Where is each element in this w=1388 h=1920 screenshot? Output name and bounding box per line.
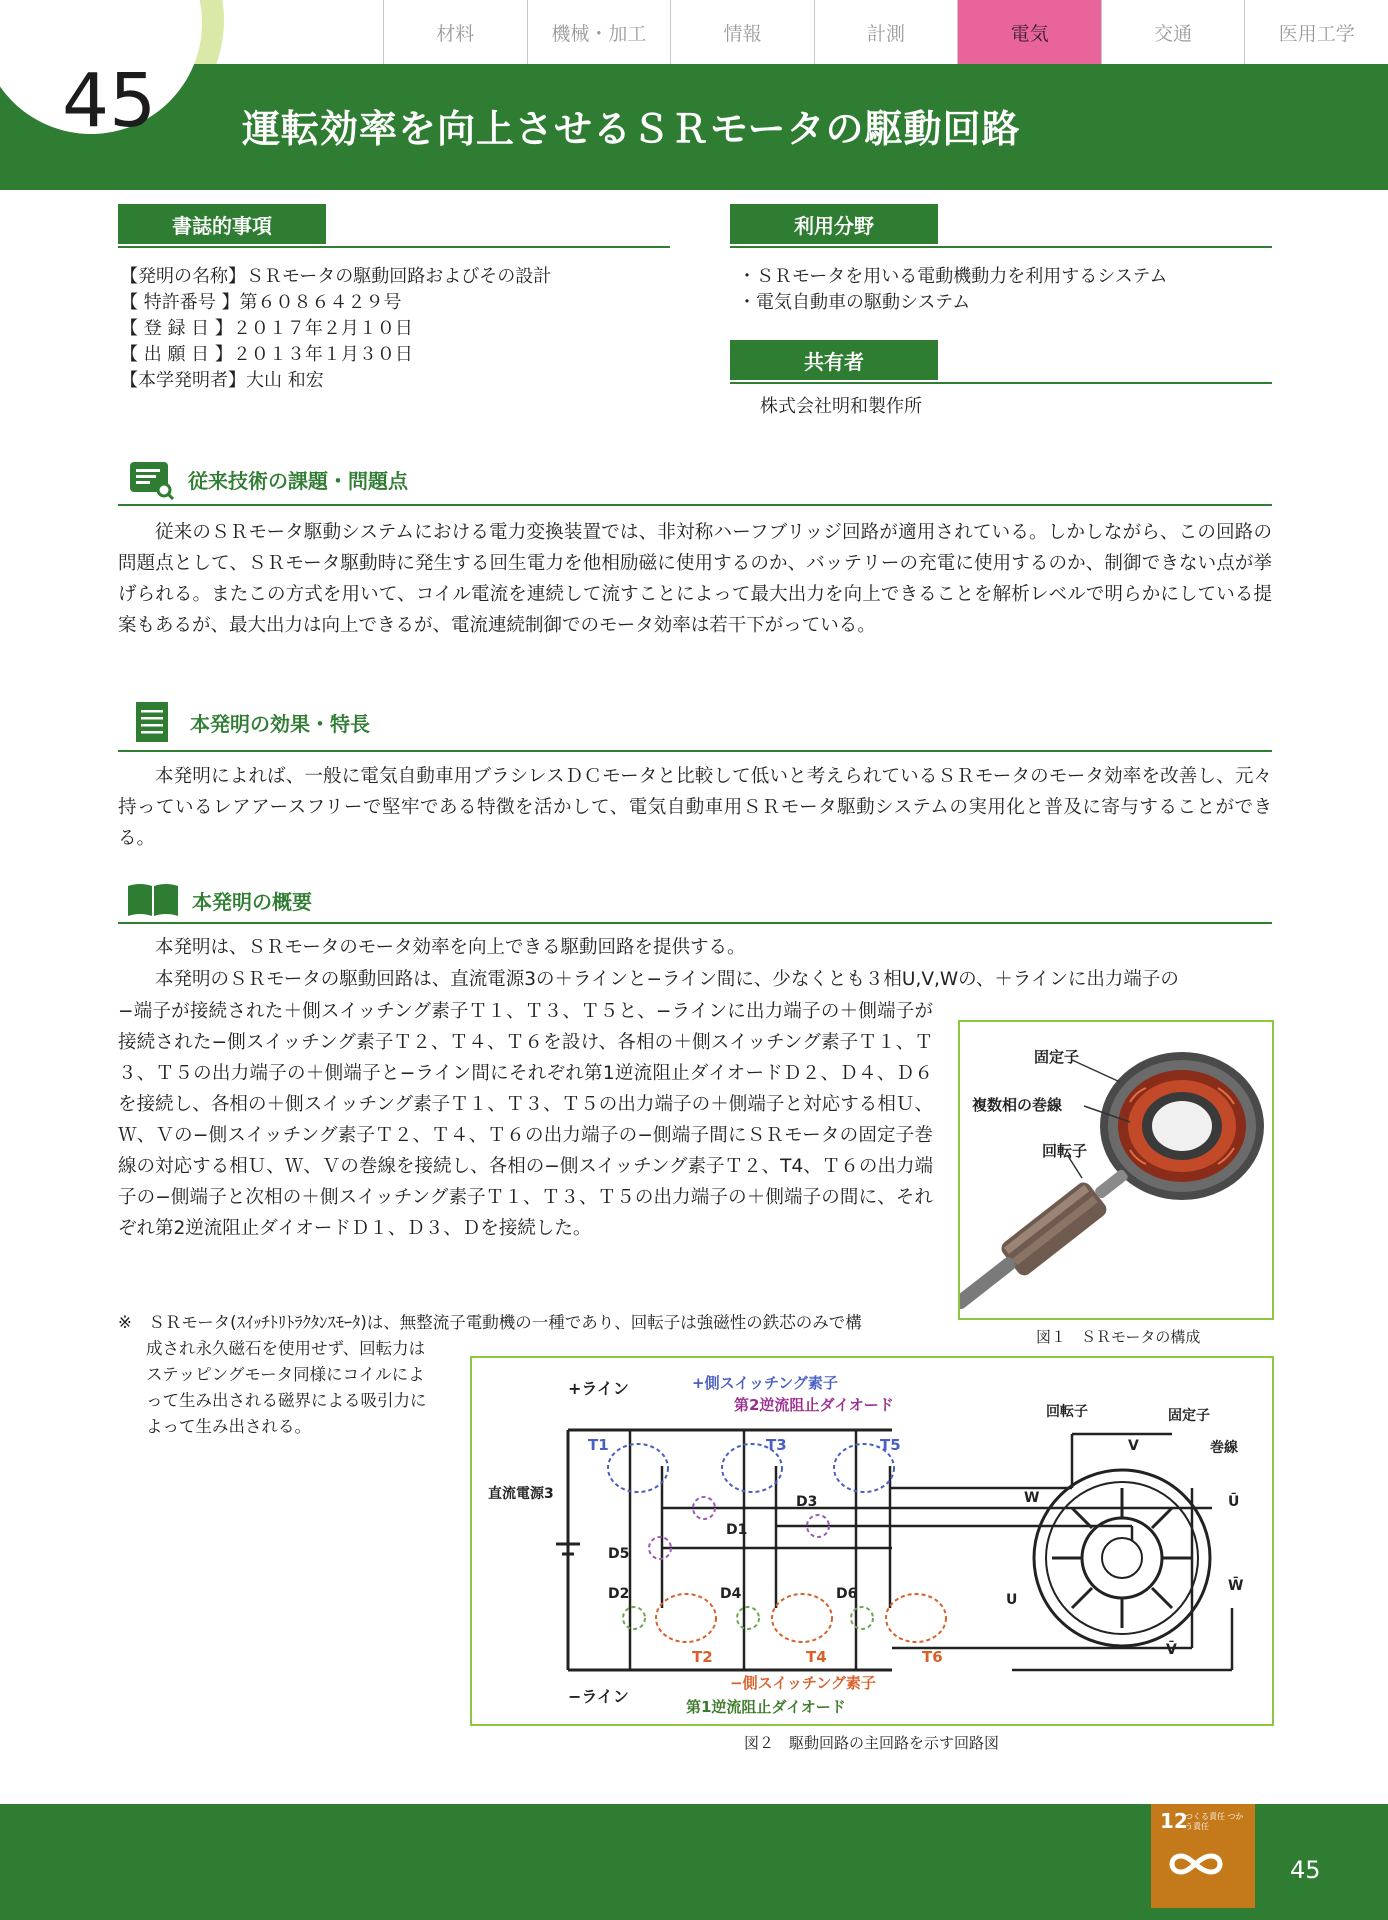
usage-item: ・ＳＲモータを用いる電動機動力を利用するシステム <box>738 266 1168 287</box>
label-W: W <box>1024 1490 1040 1506</box>
label-V: V <box>1128 1438 1139 1454</box>
label-D2: D2 <box>608 1586 630 1602</box>
label-Ubar: Ū <box>1228 1494 1240 1510</box>
effect-section-head <box>134 700 370 744</box>
usage-heading: 利用分野 <box>730 204 938 244</box>
label-D1: D1 <box>726 1522 748 1538</box>
owners-heading: 共有者 <box>730 340 938 380</box>
search-document-icon <box>128 458 174 500</box>
label-plus-switch: +側スイッチング素子 <box>692 1374 838 1392</box>
biblio-divider <box>118 246 670 248</box>
page-number: 45 <box>1290 1856 1321 1884</box>
page-title: 運転効率を向上させるＳＲモータの駆動回路 <box>242 107 1021 151</box>
biblio-line: 【 登 録 日 】２０１７年２月１０日 <box>120 318 413 339</box>
drive-circuit-diagram <box>472 1358 1272 1724</box>
effect-text: 本発明によれば、一般に電気自動車用ブラシレスＤＣモータと比較して低いと考えられているＳＲモータのモータ効率を改善し、元々持っているレアアースフリーで堅牢である特徴を活かして、電気自動車用ＳＲモータ駆動システムの実用化と普及に寄与することができる。 <box>118 766 1272 849</box>
label-rotor: 回転子 <box>1046 1404 1088 1420</box>
label-plus-line: +ライン <box>568 1379 629 1398</box>
label-stator: 固定子 <box>1034 1048 1080 1066</box>
label-diode2: 第2逆流阻止ダイオード <box>734 1396 894 1414</box>
footnote-first-line: ※ ＳＲモータ(ｽｲｯﾁﾄﾘﾄﾗｸﾀﾝｽﾓｰﾀ)は、無整流子電動機の一種であり、回転子は強磁性の鉄芯のみで構 <box>118 1313 862 1332</box>
tab-electric[interactable]: 電気 <box>957 0 1101 64</box>
biblio-line: 【 出 願 日 】２０１３年１月３０日 <box>120 344 413 365</box>
open-book-icon <box>126 882 180 918</box>
effect-heading: 本発明の効果・特長 <box>190 711 370 736</box>
sdg-label: つくる責任 つかう責任 <box>1185 1812 1244 1831</box>
usage-divider <box>730 246 1272 248</box>
category-tabs <box>383 0 1388 64</box>
overview-section-head <box>126 882 312 918</box>
owners-divider <box>730 382 1272 384</box>
label-T2: T2 <box>692 1648 713 1666</box>
label-stator: 固定子 <box>1168 1408 1210 1424</box>
label-minus-line: −ライン <box>568 1687 629 1706</box>
document-icon <box>134 700 170 744</box>
figure1-caption: 図１ ＳＲモータの構成 <box>1036 1328 1201 1346</box>
tab-transport[interactable]: 交通 <box>1101 0 1245 64</box>
figure2-caption: 図２ 駆動回路の主回路を示す回路図 <box>744 1734 1000 1752</box>
label-coil: 巻線 <box>1210 1440 1238 1456</box>
overview-divider <box>118 922 1272 924</box>
problem-heading: 従来技術の課題・問題点 <box>188 468 408 493</box>
label-D3: D3 <box>796 1494 818 1510</box>
problem-section-head <box>128 458 408 500</box>
usage-list <box>738 264 1278 316</box>
problem-text: 従来のＳＲモータ駆動システムにおける電力変換装置では、非対称ハーフブリッジ回路が適用されている。しかしながら、この回路の問題点として、ＳＲモータ駆動時に発生する回生電力を他相励磁に使用するのか、バッテリーの充電に使用するのか、制御できない点が挙げられる。またこの方式を用いて、コイル電流を連続して流すことによって最大出力を向上できることを解析レベルで明らかにしている提案もあるが、最大出力は向上できるが、電流連続制御でのモータ効率は若干下がっている。 <box>118 522 1272 636</box>
label-D6: D6 <box>836 1586 858 1602</box>
usage-item: ・電気自動車の駆動システム <box>738 292 971 313</box>
sr-motor-illustration <box>960 1022 1272 1318</box>
biblio-line: 【発明の名称】ＳＲモータの駆動回路およびその設計 <box>120 266 552 287</box>
figure2-circuit <box>470 1356 1274 1726</box>
biblio-line: 【 特許番号 】第６０８６４２９号 <box>120 292 402 313</box>
label-T3: T3 <box>766 1436 787 1454</box>
biblio-heading: 書誌的事項 <box>118 204 326 244</box>
label-T4: T4 <box>806 1648 827 1666</box>
sdg-number: 12 <box>1160 1809 1188 1833</box>
label-T5: T5 <box>880 1436 901 1454</box>
tab-machining[interactable]: 機械・加工 <box>527 0 671 64</box>
effect-divider <box>118 750 1272 752</box>
label-Vbar: V̄ <box>1166 1642 1177 1658</box>
tab-materials[interactable]: 材料 <box>383 0 527 64</box>
label-D4: D4 <box>720 1586 742 1602</box>
label-T1: T1 <box>588 1436 609 1454</box>
label-T6: T6 <box>922 1648 943 1666</box>
label-minus-switch: −側スイッチング素子 <box>730 1674 876 1692</box>
tab-information[interactable]: 情報 <box>670 0 814 64</box>
overview-paragraph: −端子が接続された＋側スイッチング素子Ｔ１、Ｔ３、Ｔ５と、−ラインに出力端子の＋側端子が接続された−側スイッチング素子Ｔ２、Ｔ４、Ｔ６を設け、各相の＋側スイッチング素子Ｔ１、Ｔ３、Ｔ５の出力端子の＋側端子と−ライン間にそれぞれ第1逆流阻止ダイオードＤ２、Ｄ４、Ｄ６を接続し、各相の＋側スイッチング素子Ｔ１、Ｔ３、Ｔ５の出力端子の＋側端子と対応する相Ｕ、Ｗ、Ｖの−側スイッチング素子Ｔ２、Ｔ４、Ｔ６の出力端子の−側端子間にＳＲモータの固定子巻線の対応する相Ｕ、Ｗ、Ｖの巻線を接続し、各相の−側スイッチング素子Ｔ２、T4、Ｔ６の出力端子の−側端子と次相の＋側スイッチング素子Ｔ１、Ｔ３、Ｔ５の出力端子の＋側端子の間に、それぞれ第2逆流阻止ダイオードＤ１、Ｄ３、Ｄを接続した。 <box>118 1001 933 1239</box>
owner-name: 株式会社明和製作所 <box>760 396 922 417</box>
label-dc-source: 直流電源3 <box>488 1486 554 1502</box>
article-number: 45 <box>62 58 157 144</box>
tab-medical-engineering[interactable]: 医用工学 <box>1244 0 1388 64</box>
biblio-list <box>120 264 680 394</box>
overview-paragraph-first-line: 本発明のＳＲモータの駆動回路は、直流電源3の＋ラインと−ライン間に、少なくとも３相U,V,Wの、＋ラインに出力端子の <box>155 969 1179 990</box>
problem-divider <box>118 504 1272 506</box>
label-D5: D5 <box>608 1546 630 1562</box>
label-winding: 複数相の巻線 <box>972 1096 1063 1114</box>
overview-intro: 本発明は、ＳＲモータのモータ効率を向上できる駆動回路を提供する。 <box>155 937 746 958</box>
footnote-rest: 成され永久磁石を使用せず、回転力はステッピングモータ同様にコイルによって生み出される磁界による吸引力によって生み出される。 <box>146 1339 427 1436</box>
tab-measurement[interactable]: 計測 <box>814 0 958 64</box>
overview-heading: 本発明の概要 <box>192 889 312 914</box>
figure1-photo <box>958 1020 1274 1320</box>
label-rotor: 回転子 <box>1042 1142 1088 1160</box>
biblio-line: 【本学発明者】大山 和宏 <box>120 370 324 391</box>
label-U: U <box>1006 1592 1018 1608</box>
label-diode1: 第1逆流阻止ダイオード <box>686 1698 846 1716</box>
label-Wbar: W̄ <box>1228 1578 1244 1594</box>
